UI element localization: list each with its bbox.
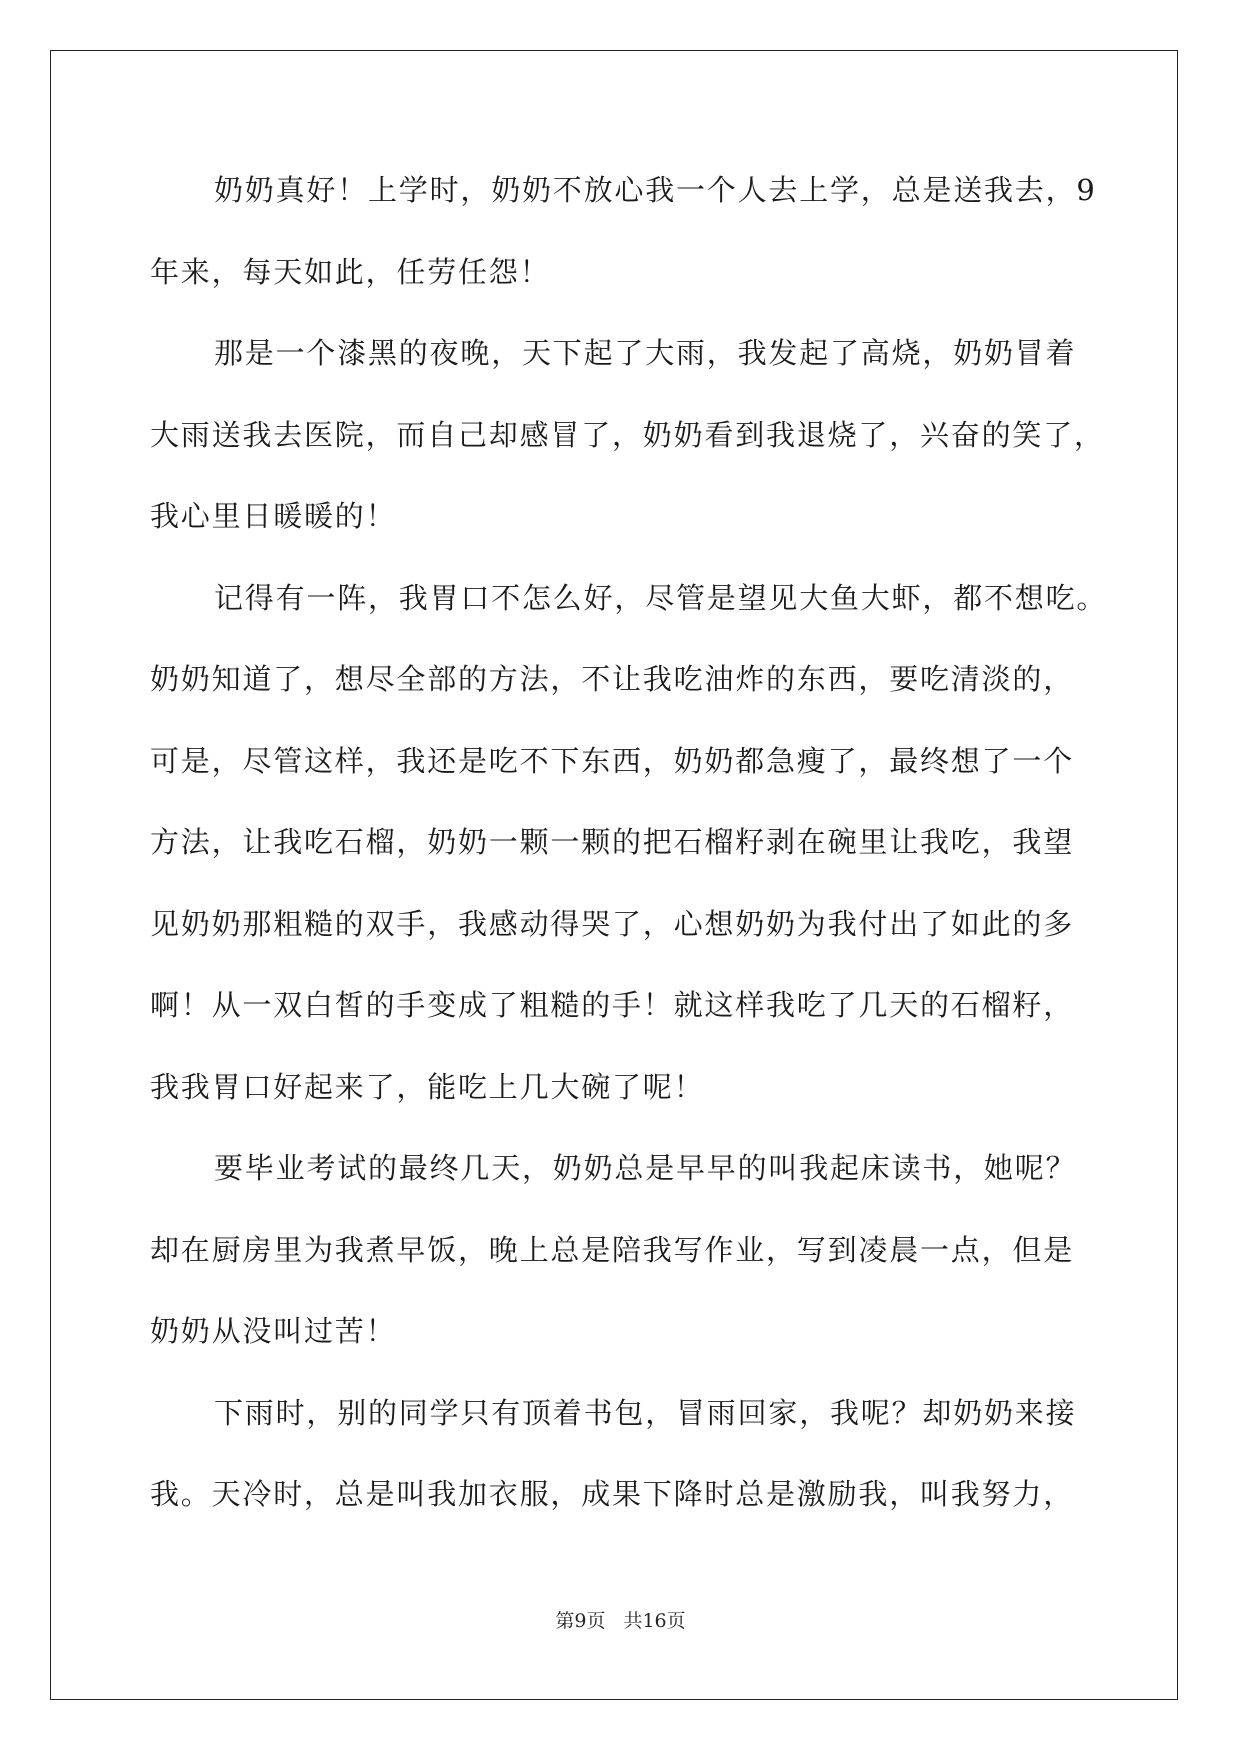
text-line: 记得有一阵，我胃口不怎么好，尽管是望见大鱼大虾，都不想吃。 [214, 580, 1108, 615]
text-line: 大雨送我去医院，而自己却感冒了，奶奶看到我退烧了，兴奋的笑了， [150, 417, 1105, 452]
text-line: 奶奶知道了，想尽全部的方法，不让我吃油炸的东西，要吃清淡的， [150, 662, 1075, 696]
text-line: 奶奶真好！上学时，奶奶不放心我一个人去上学，总是送我去，9 [214, 173, 1097, 207]
text-line: 方法，让我吃石榴，奶奶一颗一颗的把石榴籽剥在碗里让我吃，我望 [150, 825, 1075, 859]
text-line: 奶奶从没叫过苦！ [150, 1314, 397, 1348]
text-line: 下雨时，别的同学只有顶着书包，冒雨回家，我呢？却奶奶来接 [214, 1395, 1077, 1430]
page-number: 第9页 [555, 1610, 606, 1632]
text-line: 年来，每天如此，任劳任怨！ [150, 254, 551, 289]
text-line: 我。天冷时，总是叫我加衣服，成果下降时总是激励我，叫我努力， [150, 1477, 1075, 1511]
text-line: 要毕业考试的最终几天，奶奶总是早早的叫我起床读书，她呢？ [214, 1151, 1077, 1185]
text-line: 见奶奶那粗糙的双手，我感动得哭了，心想奶奶为我付出了如此的多 [150, 906, 1075, 941]
page-total: 共16页 [623, 1610, 686, 1632]
page-footer [0, 1606, 1241, 1633]
text-line: 却在厨房里为我煮早饭，晚上总是陪我写作业，写到凌晨一点，但是 [150, 1232, 1075, 1267]
text-line: 我我胃口好起来了，能吃上几大碗了呢！ [150, 1069, 705, 1104]
text-line: 啊！从一双白皙的手变成了粗糙的手！就这样我吃了几天的石榴籽， [150, 988, 1075, 1022]
text-line: 可是，尽管这样，我还是吃不下东西，奶奶都急瘦了，最终想了一个 [150, 743, 1075, 778]
document-body [150, 158, 1108, 1544]
text-line: 我心里日暖暖的！ [150, 499, 397, 533]
text-line: 那是一个漆黑的夜晚，天下起了大雨，我发起了高烧，奶奶冒着 [214, 336, 1077, 370]
